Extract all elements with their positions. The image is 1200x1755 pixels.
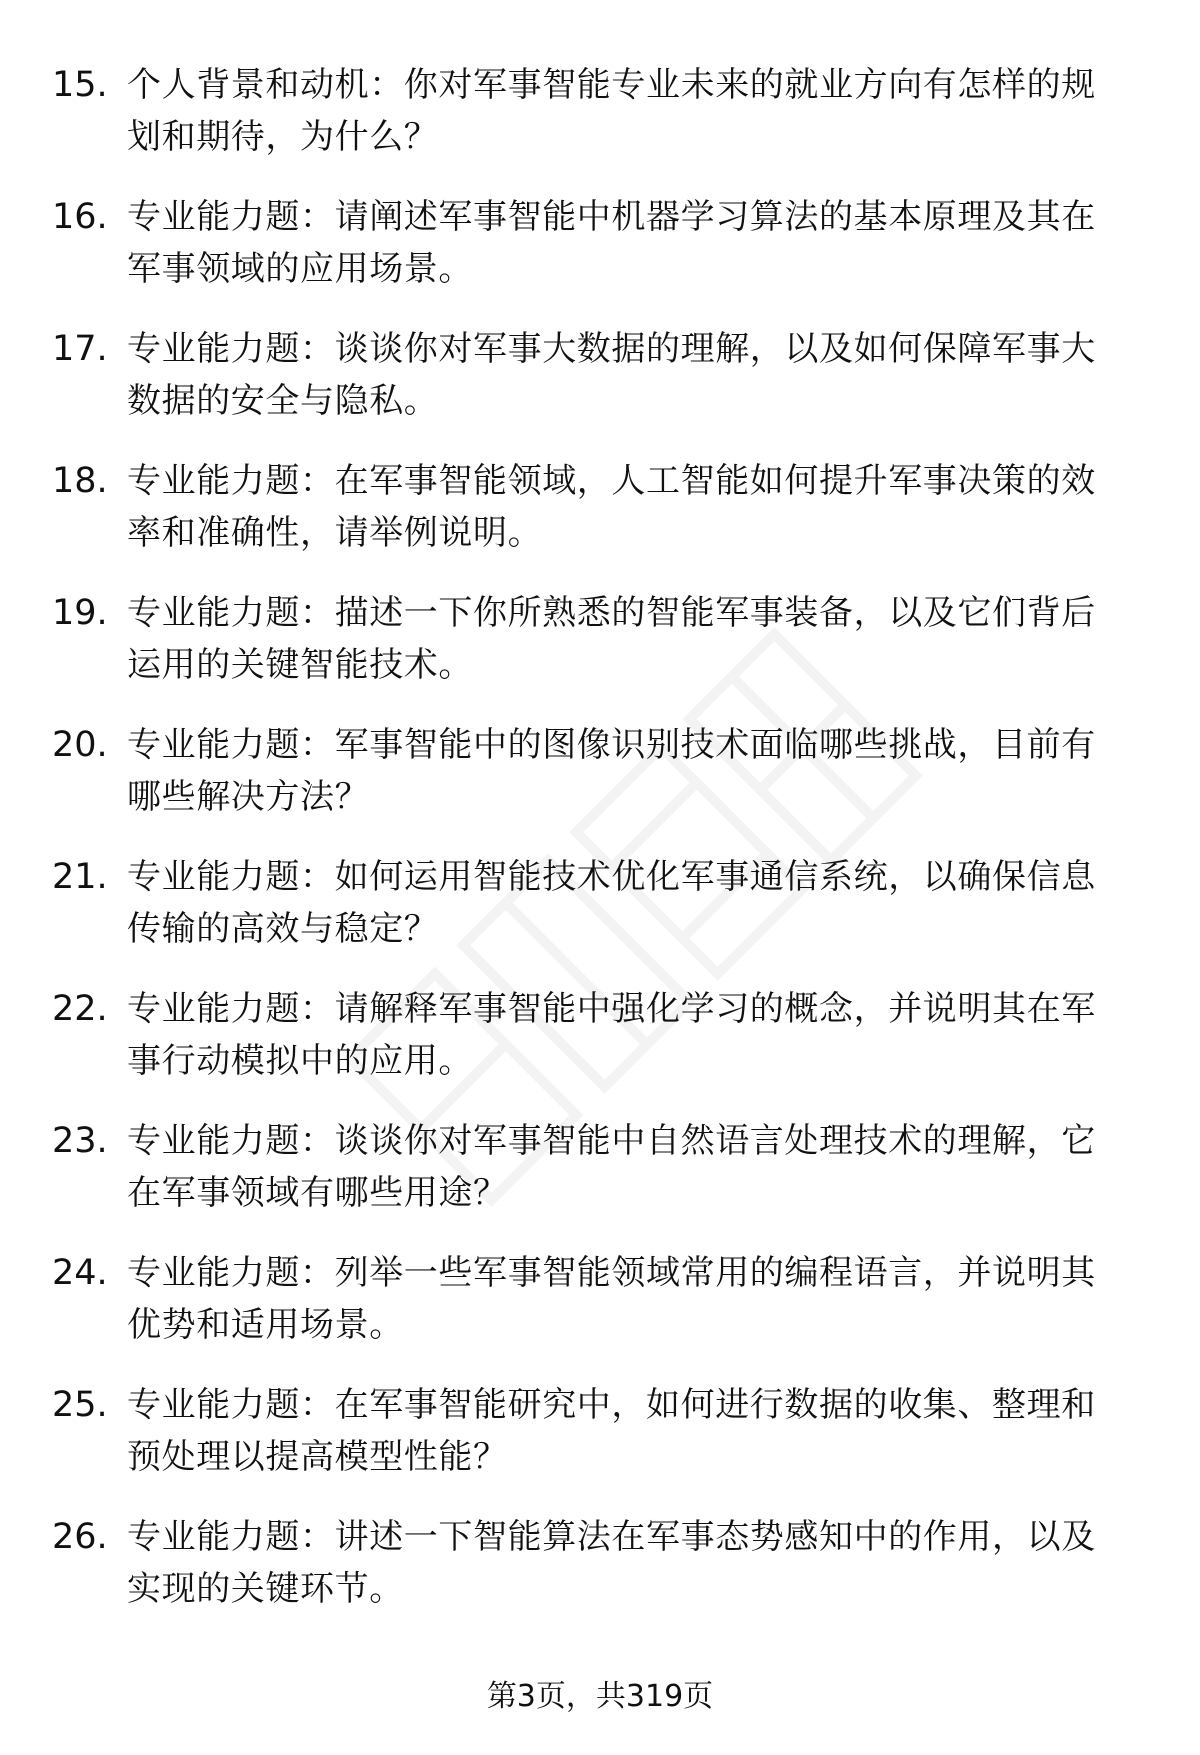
question-text-line-1: 专业能力题：军事智能中的图像识别技术面临哪些挑战，目前有 xyxy=(127,725,1096,765)
question-list xyxy=(0,59,1200,1643)
question-item xyxy=(0,719,1200,851)
question-item xyxy=(0,1511,1200,1643)
question-item xyxy=(0,455,1200,587)
question-item xyxy=(0,587,1200,719)
question-text-line-2: 传输的高效与稳定？ xyxy=(127,909,439,949)
question-text-line-2: 哪些解决方法？ xyxy=(127,777,370,817)
question-text-line-2: 运用的关键智能技术。 xyxy=(127,645,473,685)
question-text-line-1: 专业能力题：讲述一下智能算法在军事态势感知中的作用，以及 xyxy=(127,1517,1096,1557)
question-item xyxy=(0,1379,1200,1511)
question-number: 22. xyxy=(52,989,108,1029)
question-text-line-1: 个人背景和动机：你对军事智能专业未来的就业方向有怎样的规 xyxy=(127,65,1096,105)
question-text-line-2: 数据的安全与隐私。 xyxy=(127,381,439,421)
question-text-line-1: 专业能力题：谈谈你对军事大数据的理解，以及如何保障军事大 xyxy=(127,329,1096,369)
question-number: 18. xyxy=(52,461,108,501)
question-number: 26. xyxy=(52,1517,108,1557)
question-text-line-2: 率和准确性，请举例说明。 xyxy=(127,513,543,553)
question-number: 20. xyxy=(52,725,108,765)
question-number: 15. xyxy=(52,65,108,105)
question-text-line-1: 专业能力题：请解释军事智能中强化学习的概念，并说明其在军 xyxy=(127,989,1096,1029)
question-item xyxy=(0,59,1200,191)
question-text-line-1: 专业能力题：在军事智能研究中，如何进行数据的收集、整理和 xyxy=(127,1385,1096,1425)
question-text-line-1: 专业能力题：在军事智能领域，人工智能如何提升军事决策的效 xyxy=(127,461,1096,501)
question-number: 25. xyxy=(52,1385,108,1425)
question-text-line-2: 划和期待，为什么？ xyxy=(127,117,439,157)
question-number: 16. xyxy=(52,197,108,237)
question-text-line-2: 事行动模拟中的应用。 xyxy=(127,1041,473,1081)
question-text-line-1: 专业能力题：请阐述军事智能中机器学习算法的基本原理及其在 xyxy=(127,197,1096,237)
question-text-line-2: 军事领域的应用场景。 xyxy=(127,249,473,289)
question-text-line-1: 专业能力题：如何运用智能技术优化军事通信系统，以确保信息 xyxy=(127,857,1096,897)
question-text-line-1: 专业能力题：列举一些军事智能领域常用的编程语言，并说明其 xyxy=(127,1253,1096,1293)
question-item xyxy=(0,323,1200,455)
question-number: 21. xyxy=(52,857,108,897)
question-text-line-1: 专业能力题：描述一下你所熟悉的智能军事装备，以及它们背后 xyxy=(127,593,1096,633)
question-text-line-2: 实现的关键环节。 xyxy=(127,1569,404,1609)
question-item xyxy=(0,983,1200,1115)
question-text-line-1: 专业能力题：谈谈你对军事智能中自然语言处理技术的理解，它 xyxy=(127,1121,1096,1161)
question-number: 19. xyxy=(52,593,108,633)
question-item xyxy=(0,851,1200,983)
question-number: 17. xyxy=(52,329,108,369)
question-text-line-2: 预处理以提高模型性能？ xyxy=(127,1437,508,1477)
question-number: 23. xyxy=(52,1121,108,1161)
question-item xyxy=(0,1115,1200,1247)
question-number: 24. xyxy=(52,1253,108,1293)
question-item xyxy=(0,191,1200,323)
question-item xyxy=(0,1247,1200,1379)
page-number-footer: 第3页，共319页 xyxy=(486,1679,714,1714)
question-text-line-2: 优势和适用场景。 xyxy=(127,1305,404,1345)
question-text-line-2: 在军事领域有哪些用途？ xyxy=(127,1173,508,1213)
